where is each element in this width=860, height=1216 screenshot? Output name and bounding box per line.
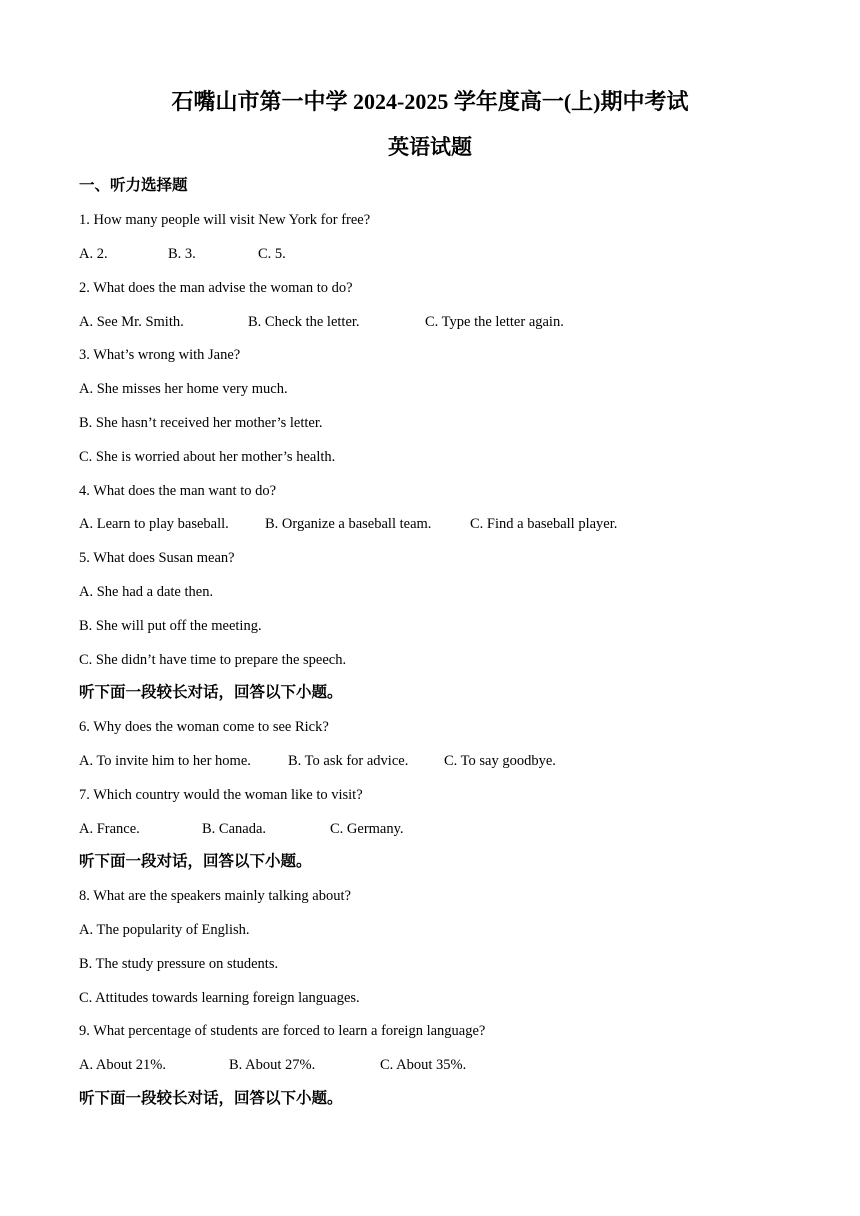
page-title: 石嘴山市第一中学 2024-2025 学年度高一(上)期中考试	[171, 89, 689, 114]
option-c: C. Type the letter again.	[425, 314, 564, 330]
option-c: C. Attitudes towards learning foreign languages.	[79, 990, 360, 1006]
section-heading-listening: 一、听力选择题	[79, 177, 188, 194]
option-b: B. She will put off the meeting.	[79, 618, 262, 634]
question-stem: 8. What are the speakers mainly talking about?	[79, 888, 351, 904]
question-stem: 9. What percentage of students are forced to learn a foreign language?	[79, 1023, 486, 1039]
option-a: A. She misses her home very much.	[79, 381, 288, 397]
option-a: A. See Mr. Smith.	[79, 314, 184, 330]
option-c: C. She is worried about her mother’s health.	[79, 449, 336, 465]
option-a: A. Learn to play baseball.	[79, 516, 229, 532]
option-a: A. 2.	[79, 246, 108, 262]
option-c: C. To say goodbye.	[444, 753, 556, 769]
option-b: B. Check the letter.	[248, 314, 360, 330]
question-stem: 4. What does the man want to do?	[79, 483, 277, 499]
option-b: B. Canada.	[202, 821, 267, 837]
option-a: A. The popularity of English.	[79, 922, 250, 938]
option-a: A. About 21%.	[79, 1057, 166, 1073]
option-c: C. Find a baseball player.	[470, 516, 618, 532]
question-stem: 7. Which country would the woman like to visit?	[79, 787, 363, 803]
question-stem: 1. How many people will visit New York for free?	[79, 212, 371, 228]
option-c: C. About 35%.	[380, 1057, 467, 1073]
question-stem: 5. What does Susan mean?	[79, 550, 235, 566]
option-b: B. Organize a baseball team.	[265, 516, 432, 532]
option-b: B. To ask for advice.	[288, 753, 409, 769]
option-b: B. About 27%.	[229, 1057, 316, 1073]
page-subtitle: 英语试题	[388, 135, 472, 159]
section-heading-dialogue: 听下面一段对话，回答以下小题。	[79, 853, 312, 870]
question-stem: 2. What does the man advise the woman to do?	[79, 280, 353, 296]
option-a: A. She had a date then.	[79, 584, 214, 600]
question-stem: 3. What’s wrong with Jane?	[79, 347, 241, 363]
option-b: B. She hasn’t received her mother’s letter.	[79, 415, 323, 431]
option-c: C. She didn’t have time to prepare the speech.	[79, 652, 347, 668]
section-heading-long-dialogue: 听下面一段较长对话，回答以下小题。	[79, 684, 343, 701]
section-heading-long-dialogue: 听下面一段较长对话，回答以下小题。	[79, 1090, 343, 1107]
question-stem: 6. Why does the woman come to see Rick?	[79, 719, 329, 735]
option-a: A. To invite him to her home.	[79, 753, 251, 769]
option-c: C. 5.	[258, 246, 286, 262]
option-c: C. Germany.	[330, 821, 404, 837]
option-a: A. France.	[79, 821, 140, 837]
option-b: B. The study pressure on students.	[79, 956, 279, 972]
option-b: B. 3.	[168, 246, 196, 262]
